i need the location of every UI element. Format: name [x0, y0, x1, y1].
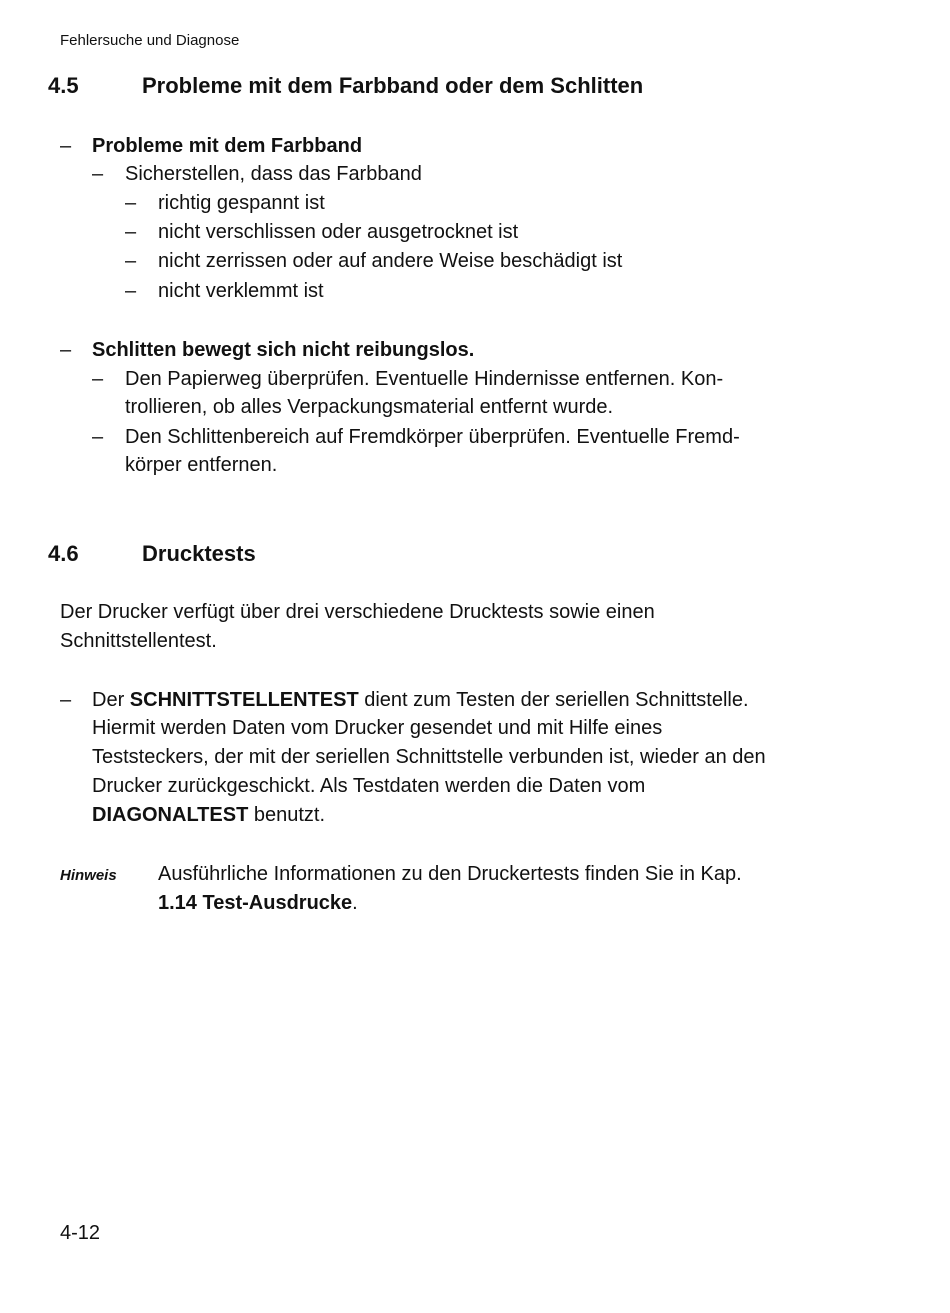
note-reference-suffix: .	[352, 892, 358, 914]
note-line-1: Ausführliche Informationen zu den Druckertests finden Sie in Kap.	[158, 863, 742, 885]
bullet-dash: –	[92, 368, 104, 390]
ribbon-check-item: nicht zerrissen oder auf andere Weise beschädigt ist	[158, 250, 623, 272]
interface-test-line-5-rest: benutzt.	[248, 804, 326, 826]
ribbon-check-item: nicht verschlissen oder ausgetrocknet ist	[158, 221, 519, 243]
bullet-dash: –	[60, 689, 72, 711]
ribbon-check-item: nicht verklemmt ist	[158, 280, 324, 302]
interface-test-line-3: Teststeckers, der mit der seriellen Schnittstelle verbunden ist, wieder an den	[92, 746, 766, 768]
interface-test-term: SCHNITTSTELLENTEST	[129, 689, 359, 711]
section-title-4-5: Probleme mit dem Farbband oder dem Schlitten	[142, 73, 644, 98]
carriage-item-1-line-2: trollieren, ob alles Verpackungsmaterial entfernt wurde.	[125, 396, 614, 418]
diagonal-test-term: DIAGONALTEST	[92, 804, 249, 826]
bullet-dash: –	[125, 280, 137, 302]
running-header: Fehlersuche und Diagnose	[60, 32, 240, 49]
carriage-problems-heading: Schlitten bewegt sich nicht reibungslos.	[92, 339, 475, 361]
page-number: 4-12	[60, 1222, 101, 1244]
interface-test-line-1-rest: dient zum Testen der seriellen Schnittstelle.	[358, 689, 749, 711]
intro-line-2: Schnittstellentest.	[60, 630, 217, 652]
interface-test-line-5	[92, 803, 325, 827]
bullet-dash: –	[125, 221, 137, 243]
bullet-dash: –	[60, 135, 72, 157]
carriage-item-2-line-1: Den Schlittenbereich auf Fremdkörper überprüfen. Eventuelle Fremd-	[125, 426, 740, 448]
bullet-dash: –	[92, 163, 104, 185]
carriage-item-2-line-2: körper entfernen.	[125, 454, 278, 476]
interface-test-line-2: Hiermit werden Daten vom Drucker gesendet und mit Hilfe eines	[92, 717, 663, 739]
bullet-dash: –	[60, 339, 72, 361]
section-title-4-6: Drucktests	[142, 541, 256, 566]
note-line-2	[158, 891, 358, 915]
interface-test-line-1	[92, 688, 749, 712]
bullet-dash: –	[125, 250, 137, 272]
section-number-4-6: 4.6	[48, 541, 79, 566]
interface-test-line-4: Drucker zurückgeschickt. Als Testdaten werden die Daten vom	[92, 775, 646, 797]
interface-test-prefix: Der	[92, 689, 130, 711]
section-number-4-5: 4.5	[48, 73, 79, 98]
carriage-item-1-line-1: Den Papierweg überprüfen. Eventuelle Hindernisse entfernen. Kon-	[125, 368, 724, 390]
intro-line-1: Der Drucker verfügt über drei verschiedene Drucktests sowie einen	[60, 601, 655, 623]
note-label: Hinweis	[60, 867, 117, 884]
ribbon-check-intro: Sicherstellen, dass das Farbband	[125, 163, 422, 185]
ribbon-problems-heading: Probleme mit dem Farbband	[92, 135, 363, 157]
bullet-dash: –	[125, 192, 137, 214]
ribbon-check-item: richtig gespannt ist	[158, 192, 325, 214]
bullet-dash: –	[92, 426, 104, 448]
note-reference: 1.14 Test-Ausdrucke	[158, 892, 353, 914]
